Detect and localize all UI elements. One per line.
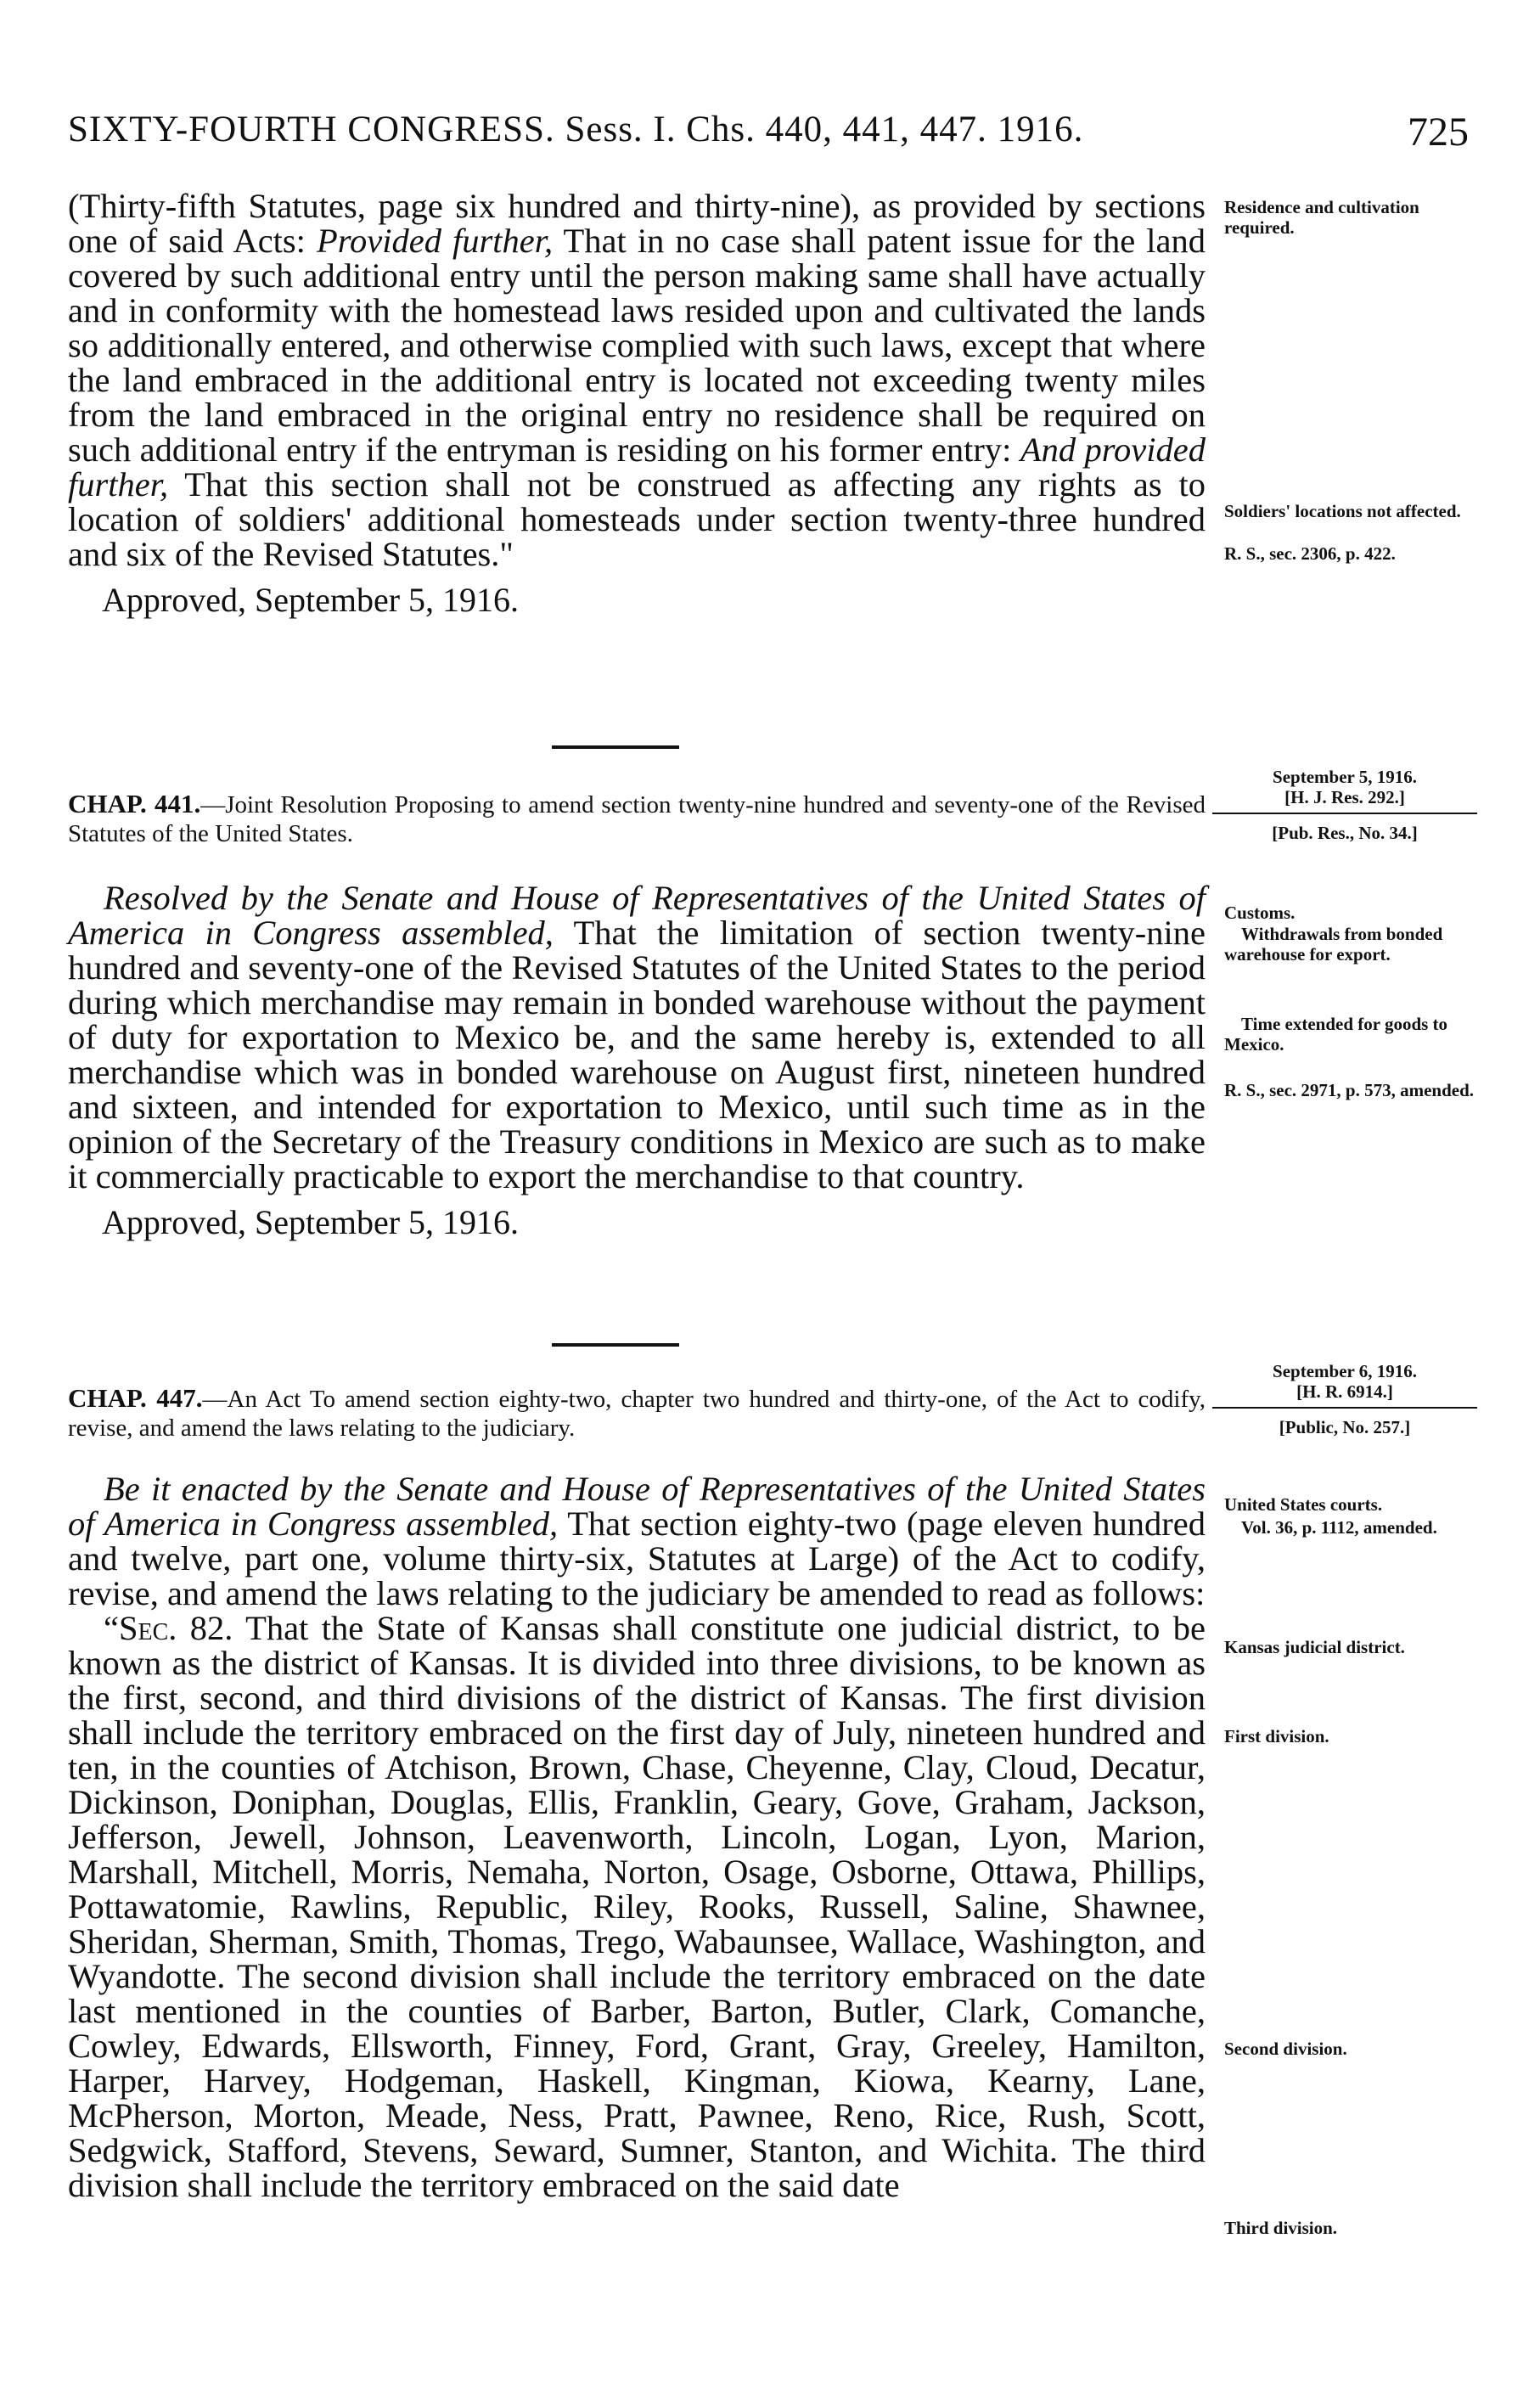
chapter-441-bill: [H. J. Res. 292.] xyxy=(1284,787,1405,807)
section-divider xyxy=(552,1343,679,1347)
margin-note-residence: Residence and cultivation required. xyxy=(1224,197,1419,238)
chapter-447 xyxy=(68,1384,1206,2202)
chapter-441 xyxy=(68,790,1206,1242)
margin-note-third-division: Third division. xyxy=(1224,2218,1338,2238)
margin-note-vol-36: Vol. 36, p. 1112, amended. xyxy=(1241,1517,1437,1538)
margin-note-rs-2306: R. S., sec. 2306, p. 422. xyxy=(1224,543,1396,564)
margin-note-kansas: Kansas judicial district. xyxy=(1224,1637,1405,1657)
approved-line-440: Approved, September 5, 1916. xyxy=(102,581,520,619)
margin-note-soldiers: Soldiers' locations not affected. xyxy=(1224,501,1461,521)
chapter-441-date: September 5, 1916. xyxy=(1273,767,1417,787)
dateblock-rule xyxy=(1212,813,1477,814)
header-title: SIXTY-FOURTH CONGRESS. Sess. I. Chs. 440, 441, 447. 1916. xyxy=(68,110,1084,149)
margin-note-customs: Customs. xyxy=(1224,903,1296,923)
margin-note-time-extended: Time extended for goods to Mexico. xyxy=(1224,1014,1448,1055)
chapter-440-continuation xyxy=(68,188,1206,620)
section-82-text: “Sec. 82. That the State of Kansas shall constitute one judicial district, to be known as the district of Kansas. It is divided into three divisions, to be known as the first, second, and third divisions of the district of Kansas. The first division shall include the territory embraced on the first day of July, nineteen hundred and ten, in the counties of Atchison, Brown, Chase, Cheyenne, Clay, Cloud, Decatur, Dickinson, Doniphan, Douglas, Ellis, Franklin, Geary, Gove, Graham, Jackson, Jefferson, Jewell, Johnson, Leavenworth, Lincoln, Logan, Lyon, Marion, Marshall, Mitchell, Morris, Nemaha, Norton, Osage, Osborne, Ottawa, Phillips, Pottawatomie, Rawlins, Republic, Riley, Rooks, Russell, Saline, Shawnee, Sheridan, Sherman, Smith, Thomas, Trego, Wabaunsee, Wallace, Washington, and Wyandotte. The second division shall include the territory embraced on the date last mentioned in the counties of Barber, Barton, Butler, Clark, Comanche, Cowley, Edwards, Ellsworth, Finney, Ford, Grant, Gray, Greeley, Hamilton, Harper, Harvey, Hodgeman, Haskell, Kingman, Kiowa, Kearny, Lane, McPherson, Morton, Meade, Ness, Pratt, Pawnee, Reno, Rice, Rush, Scott, Sedgwick, Stafford, Stevens, Seward, Sumner, Stanton, and Wichita. The third division shall include the territory embraced on the said date xyxy=(68,1609,1206,2204)
chapter-447-dateblock xyxy=(1212,1361,1477,1437)
page-number: 725 xyxy=(1408,110,1469,155)
chapter-440-text: (Thirty-fifth Statutes, page six hundred and thirty-nine), as provided by sections one of said Acts: Provided further, That in no case shall patent issue for the land covered by such additional entry until the person making same shall have actually and in conformity with the homestead laws resided upon and cultivated the lands so additionally entered, and otherwise complied with such laws, except that where the land embraced in the additional entry is located not exceeding twenty miles from the land embraced in the original entry no residence shall be required on such additional entry if the entryman is residing on his former entry: And provided further, That this section shall not be construed as affecting any rights as to location of soldiers' additional homesteads under section twenty-three hundred and six of the Revised Statutes." xyxy=(68,187,1206,573)
approved-line-441: Approved, September 5, 1916. xyxy=(102,1203,520,1241)
margin-note-courts: United States courts. xyxy=(1224,1494,1383,1515)
margin-note-first-division: First division. xyxy=(1224,1726,1329,1746)
margin-note-rs-2971: R. S., sec. 2971, p. 573, amended. xyxy=(1224,1080,1475,1100)
chapter-447-enacting-text: Be it enacted by the Senate and House of Representatives of the United States of America in Congress assembled, That section eighty-two (page eleven hundred and twelve, part one, volume thirty-six, Statutes at Large) of the Act to codify, revise, and amend the laws relating to the judiciary be amended to read as follows: xyxy=(68,1470,1206,1612)
running-header xyxy=(68,109,1469,160)
margin-note-second-division: Second division. xyxy=(1224,2039,1347,2059)
chapter-441-dateblock xyxy=(1212,767,1477,843)
chapter-447-heading: CHAP. 447.—An Act To amend section eighty-two, chapter two hundred and thirty-one, of the Act to codify, revise, and amend the laws relating to the judiciary. xyxy=(68,1383,1206,1442)
section-divider xyxy=(552,745,679,749)
dateblock-rule xyxy=(1212,1407,1477,1409)
chapter-447-bill: [H. R. 6914.] xyxy=(1296,1381,1393,1402)
chapter-441-text: Resolved by the Senate and House of Representatives of the United States of America in Congress assembled, That the limitation of section twenty-nine hundred and seventy-one of the Revised Statutes of the United States to the period during which merchandise may remain in bonded warehouse without the payment of duty for exportation to Mexico be, and the same hereby is, extended to all merchandise which was in bonded warehouse on August first, nineteen hundred and sixteen, and intended for exportation to Mexico, until such time as in the opinion of the Secretary of the Treasury conditions in Mexico are such as to make it commercially practicable to export the merchandise to that country. xyxy=(68,879,1206,1195)
chapter-447-date: September 6, 1916. xyxy=(1273,1361,1417,1381)
margin-note-withdrawals: Withdrawals from bonded warehouse for export. xyxy=(1224,924,1443,965)
chapter-441-heading: CHAP. 441.—Joint Resolution Proposing to amend section twenty-nine hundred and seventy-one of the Revised Statutes of the United States. xyxy=(68,789,1206,847)
chapter-441-pub: [Pub. Res., No. 34.] xyxy=(1272,823,1418,843)
chapter-447-pub: [Public, No. 257.] xyxy=(1279,1417,1411,1437)
